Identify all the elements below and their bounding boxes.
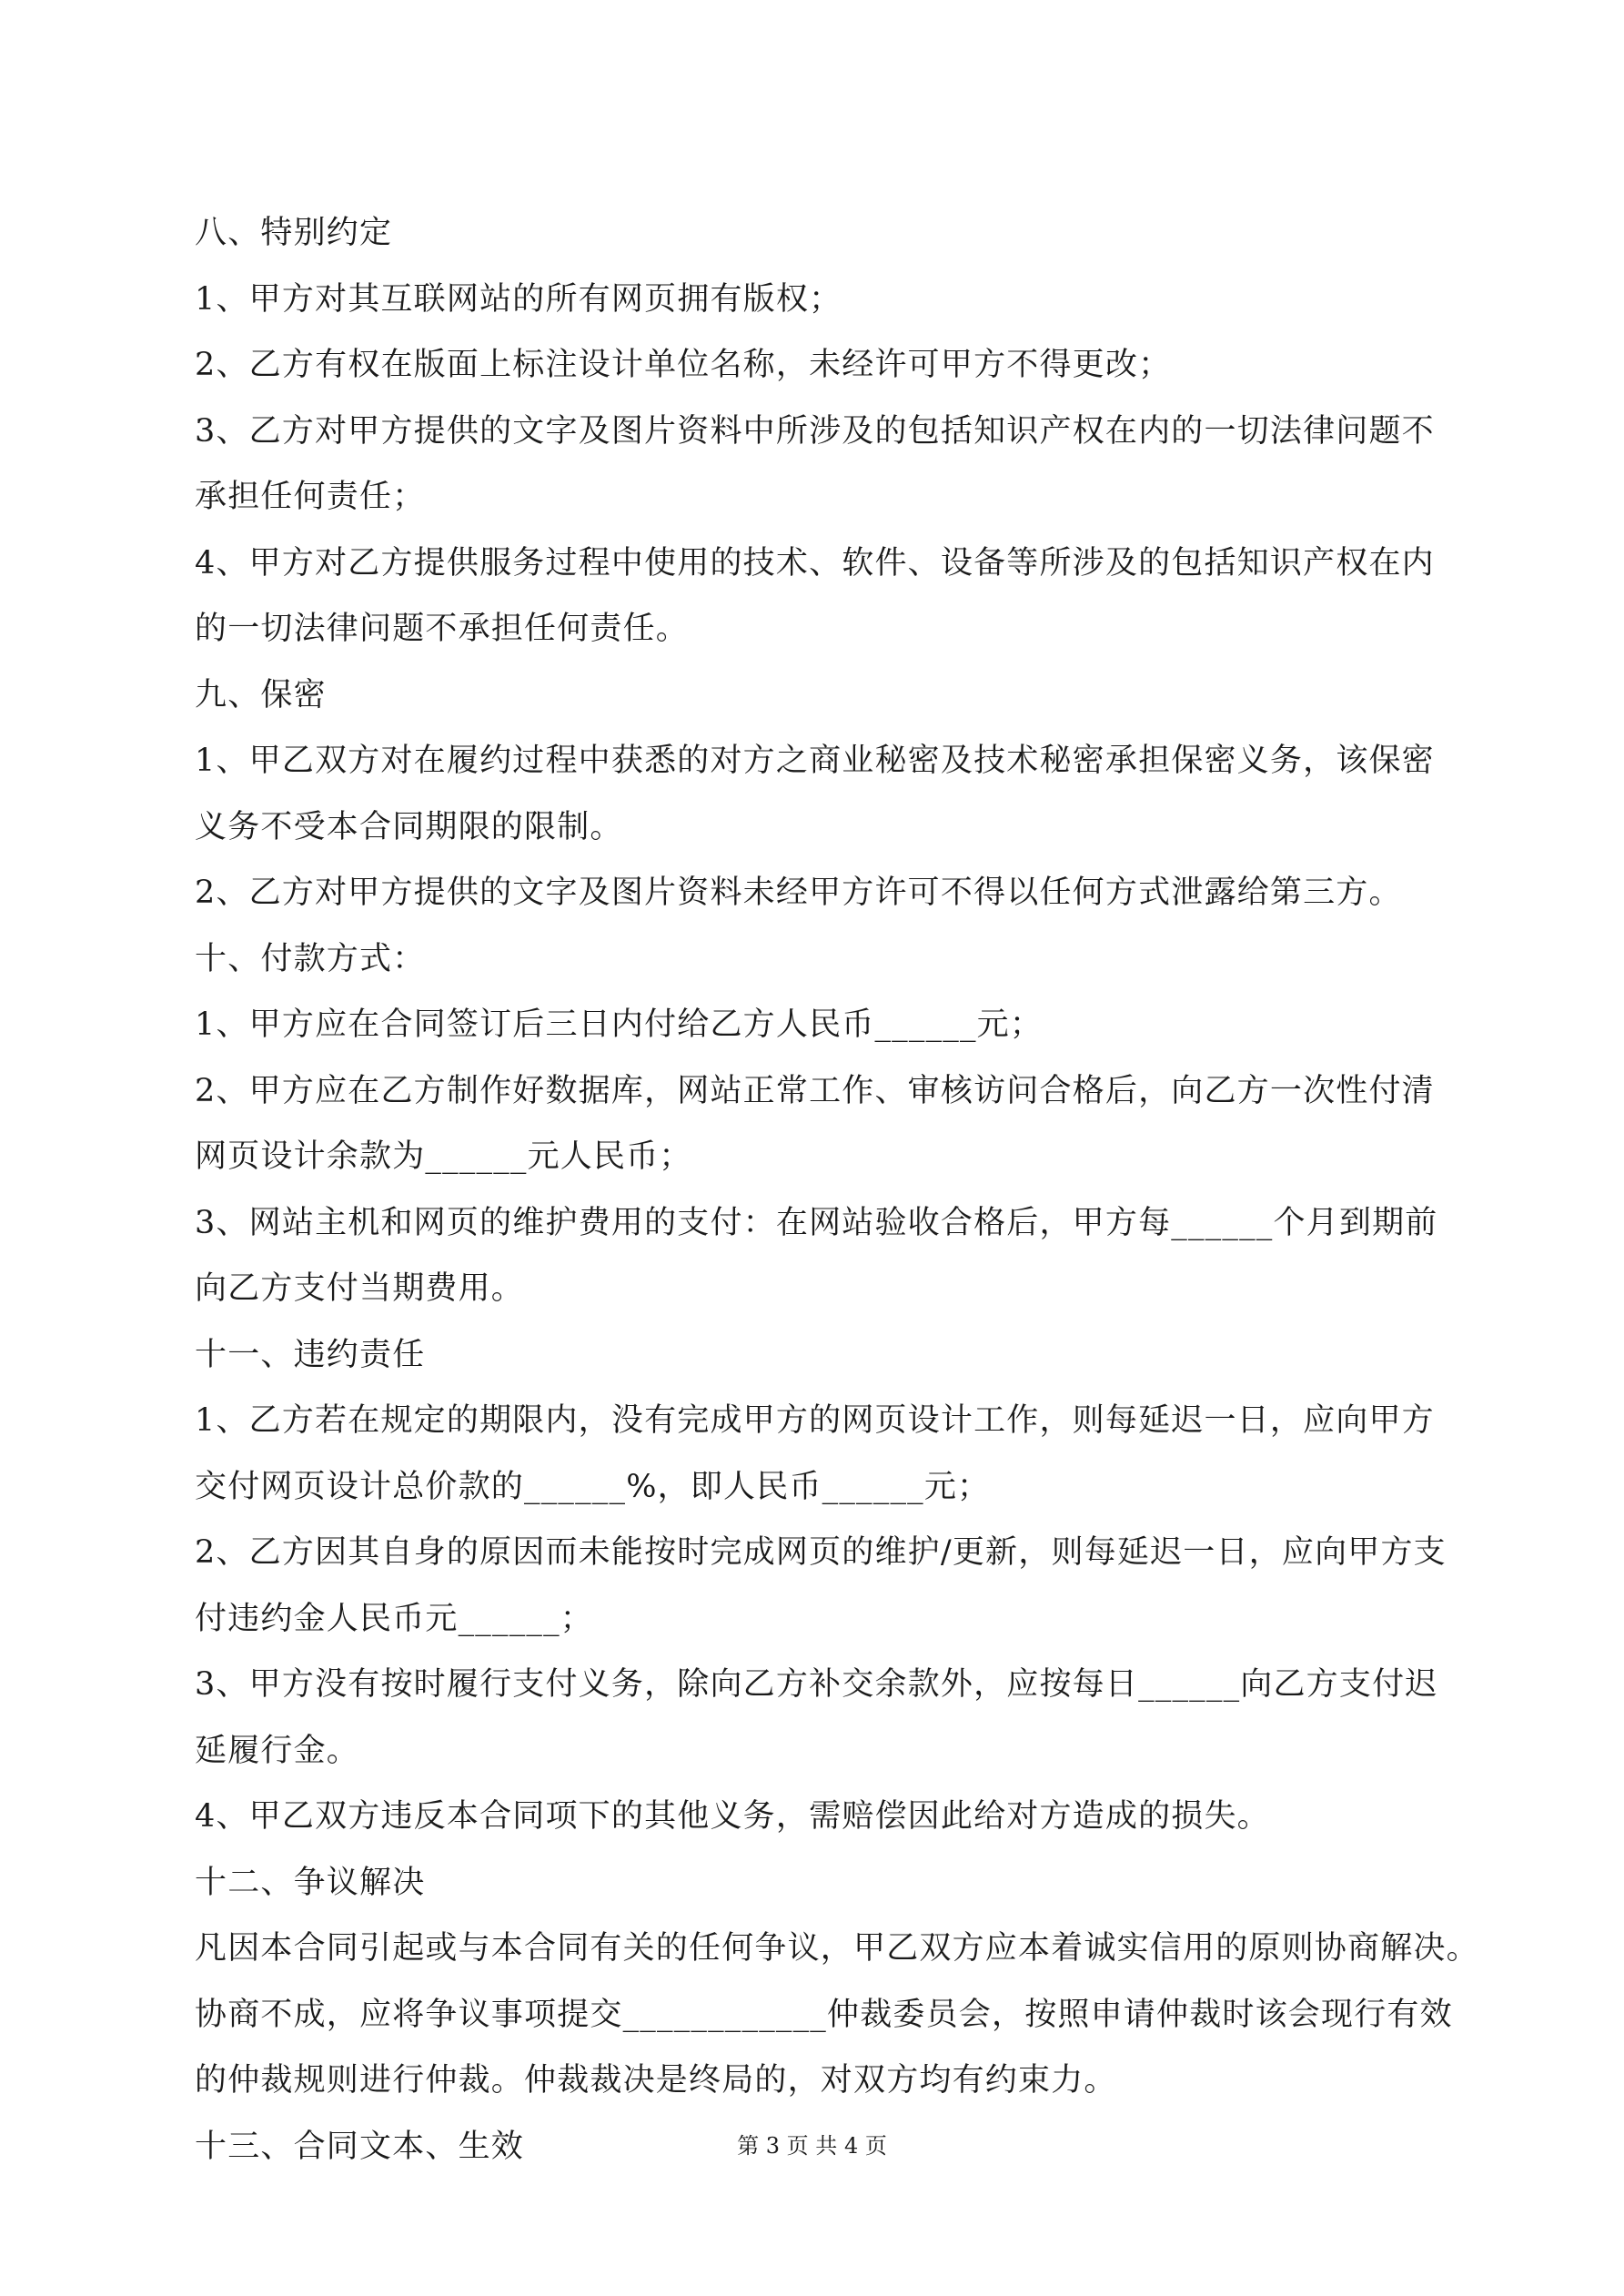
- section-heading-dispute: 十二、争议解决: [195, 1864, 426, 1901]
- paragraph-line: 2、乙方对甲方提供的文字及图片资料未经甲方许可不得以任何方式泄露给第三方。: [195, 875, 1402, 911]
- paragraph-line: 的仲裁规则进行仲裁。仲裁裁决是终局的，对双方均有约束力。: [195, 2062, 1117, 2099]
- paragraph-line: 的一切法律问题不承担任何责任。: [195, 611, 690, 647]
- paragraph-line: 2、甲方应在乙方制作好数据库，网站正常工作、审核访问合格后，向乙方一次性付清: [195, 1072, 1435, 1109]
- paragraph-line: 凡因本合同引起或与本合同有关的任何争议，甲乙双方应本着诚实信用的原则协商解决。: [195, 1930, 1479, 1967]
- paragraph-line: 向乙方支付当期费用。: [195, 1270, 525, 1307]
- paragraph-line: 协商不成，应将争议事项提交____________仲裁委员会，按照申请仲裁时该会现行有效: [195, 1996, 1453, 2033]
- paragraph-line: 网页设计余款为______元人民币；: [195, 1138, 692, 1175]
- paragraph-line: 2、乙方有权在版面上标注设计单位名称，未经许可甲方不得更改；: [195, 347, 1172, 383]
- paragraph-line: 2、乙方因其自身的原因而未能按时完成网页的维护/更新，则每延迟一日，应向甲方支: [195, 1534, 1447, 1571]
- paragraph-line: 延履行金。: [195, 1732, 360, 1769]
- paragraph-line: 付违约金人民币元______；: [195, 1600, 594, 1637]
- section-heading-confidentiality: 九、保密: [195, 676, 327, 713]
- paragraph-line: 承担任何责任；: [195, 479, 426, 515]
- paragraph-line: 1、甲方应在合同签订后三日内付给乙方人民币______元；: [195, 1006, 1044, 1043]
- paragraph-line: 交付网页设计总价款的______%，即人民币______元；: [195, 1468, 991, 1505]
- paragraph-line: 1、甲方对其互联网站的所有网页拥有版权；: [195, 280, 842, 318]
- paragraph-line: 3、网站主机和网页的维护费用的支付：在网站验收合格后，甲方每______个月到期前: [195, 1204, 1438, 1241]
- page-number-footer: 第 3 页 共 4 页: [737, 2133, 887, 2159]
- section-heading-payment: 十、付款方式：: [195, 940, 426, 977]
- section-heading-contract-text: 十三、合同文本、生效: [195, 2128, 525, 2165]
- paragraph-line: 3、乙方对甲方提供的文字及图片资料中所涉及的包括知识产权在内的一切法律问题不: [195, 412, 1435, 450]
- paragraph-line: 义务不受本合同期限的限制。: [195, 808, 623, 845]
- paragraph-line: 3、甲方没有按时履行支付义务，除向乙方补交余款外，应按每日______向乙方支付迟: [195, 1666, 1438, 1703]
- section-heading-liability: 十一、违约责任: [195, 1336, 426, 1373]
- paragraph-line: 4、甲乙双方违反本合同项下的其他义务，需赔偿因此给对方造成的损失。: [195, 1798, 1270, 1835]
- paragraph-line: 1、甲乙双方对在履约过程中获悉的对方之商业秘密及技术秘密承担保密义务，该保密: [195, 743, 1435, 779]
- paragraph-line: 4、甲方对乙方提供服务过程中使用的技术、软件、设备等所涉及的包括知识产权在内: [195, 544, 1435, 582]
- section-heading-special-terms: 八、特别约定: [195, 215, 393, 251]
- paragraph-line: 1、乙方若在规定的期限内，没有完成甲方的网页设计工作，则每延迟一日，应向甲方: [195, 1402, 1435, 1439]
- document-body: [195, 200, 1479, 2180]
